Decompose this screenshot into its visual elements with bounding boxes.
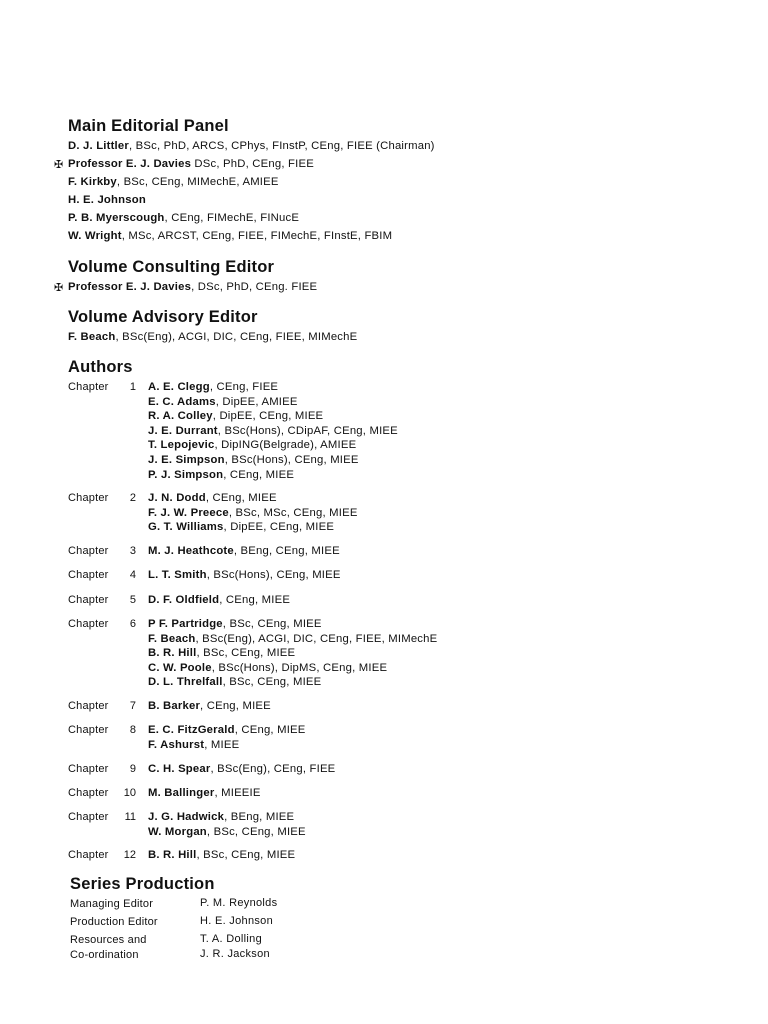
author-line	[148, 763, 335, 775]
production-role: Co-ordination	[70, 949, 139, 961]
editor-line	[68, 140, 435, 152]
person-name: B. Barker	[148, 700, 201, 712]
chapter-number: 4	[129, 569, 136, 581]
author-line	[148, 676, 321, 688]
series-production-heading: Series Production	[70, 875, 215, 893]
person-name: W. Morgan	[148, 826, 207, 838]
author-line	[148, 381, 278, 393]
person-name: J. E. Simpson	[148, 454, 225, 466]
production-person: J. R. Jackson	[200, 948, 270, 960]
cross-marker-icon: ✠	[54, 159, 64, 171]
qualifications: , BSc, CEng, MIEE	[196, 849, 296, 861]
chapter-number: 9	[129, 763, 136, 775]
qualifications: , CEng, MIEE	[205, 492, 277, 504]
chapter-number: 2	[129, 492, 136, 504]
author-line	[148, 569, 341, 581]
volume-consulting-editor-heading: Volume Consulting Editor	[68, 258, 275, 276]
person-name: Professor E. J. Davies	[68, 158, 192, 170]
chapter-label: Chapter	[68, 545, 109, 557]
qualifications: , BEng, CEng, MIEE	[233, 545, 340, 557]
production-role: Production Editor	[70, 916, 158, 928]
chapter-label: Chapter	[68, 787, 109, 799]
chapter-number: 8	[129, 724, 136, 736]
qualifications: , BSc(Eng), CEng, FIEE	[210, 763, 336, 775]
person-name: Professor E. J. Davies	[68, 281, 192, 293]
chapter-label: Chapter	[68, 492, 109, 504]
person-name: L. T. Smith	[148, 569, 207, 581]
editor-line	[68, 176, 279, 188]
qualifications: , BSc, CEng, MIEE	[206, 826, 306, 838]
chapter-number: 1	[129, 381, 136, 393]
author-line	[148, 811, 294, 823]
chapter-label: Chapter	[68, 594, 109, 606]
qualifications: , BSc(Hons), DipMS, CEng, MIEE	[211, 662, 388, 674]
editor-line	[68, 230, 392, 242]
qualifications: , BSc, CEng, MIEE	[222, 618, 322, 630]
editor-line	[68, 212, 299, 224]
qualifications: , BSc(Eng), ACGI, DIC, CEng, FIEE, MIMechE	[195, 633, 438, 645]
production-role: Managing Editor	[70, 898, 154, 910]
person-name: R. A. Colley	[148, 410, 213, 422]
person-name: J. N. Dodd	[148, 492, 206, 504]
person-name: F. Ashurst	[148, 739, 205, 751]
person-name: B. R. Hill	[148, 849, 197, 861]
cross-marker-icon: ✠	[54, 282, 64, 294]
chapter-number: 10	[123, 787, 136, 799]
qualifications: , MIEE	[204, 739, 240, 751]
person-name: D. F. Oldfield	[148, 594, 220, 606]
person-name: T. Lepojevic	[148, 439, 215, 451]
editor-line	[68, 281, 317, 293]
person-name: D. L. Threlfall	[148, 676, 223, 688]
person-name: B. R. Hill	[148, 647, 197, 659]
author-line	[148, 507, 358, 519]
author-line	[148, 662, 387, 674]
qualifications: , CEng, MIEE	[200, 700, 271, 712]
person-name: P. B. Myerscough	[68, 212, 165, 224]
editor-line	[68, 194, 146, 206]
qualifications: , BSc, CEng, MIEE	[196, 647, 296, 659]
author-line	[148, 633, 437, 645]
qualifications: , DipEE, CEng, MIEE	[212, 410, 324, 422]
chapter-label: Chapter	[68, 724, 109, 736]
person-name: C. H. Spear	[148, 763, 211, 775]
person-name: J. G. Hadwick	[148, 811, 225, 823]
qualifications: , CEng, FIEE	[209, 381, 279, 393]
qualifications: , BSc(Hons), CEng, MIEE	[224, 454, 359, 466]
person-name: F. J. W. Preece	[148, 507, 229, 519]
person-name: F. Beach	[148, 633, 196, 645]
person-name: F. Kirkby	[68, 176, 117, 188]
author-line	[148, 396, 298, 408]
author-line	[148, 700, 271, 712]
person-name: H. E. Johnson	[68, 194, 146, 206]
qualifications: DSc, PhD, CEng, FIEE	[191, 158, 314, 170]
qualifications: , CEng, MIEE	[234, 724, 306, 736]
qualifications: , DipEE, CEng, MIEE	[223, 521, 335, 533]
person-name: E. C. Adams	[148, 396, 216, 408]
person-name: M. J. Heathcote	[148, 545, 234, 557]
author-line	[148, 410, 323, 422]
person-name: D. J. Littler	[68, 140, 129, 152]
author-line	[148, 454, 359, 466]
qualifications: , MSc, ARCST, CEng, FIEE, FIMechE, FInstE, FBIM	[121, 230, 393, 242]
main-editorial-panel-heading: Main Editorial Panel	[68, 117, 229, 135]
chapter-number: 11	[124, 811, 136, 823]
chapter-number: 12	[123, 849, 136, 861]
chapter-label: Chapter	[68, 811, 109, 823]
qualifications: , CEng, MIEE	[219, 594, 291, 606]
author-line	[148, 439, 356, 451]
person-name: M. Ballinger	[148, 787, 215, 799]
author-line	[148, 545, 340, 557]
person-name: E. C. FitzGerald	[148, 724, 235, 736]
qualifications: , BSc, PhD, ARCS, CPhys, FInstP, CEng, FIEE (Chairman)	[128, 140, 435, 152]
author-line	[148, 849, 295, 861]
qualifications: , DipING(Belgrade), AMIEE	[214, 439, 357, 451]
production-person: T. A. Dolling	[200, 933, 262, 945]
author-line	[148, 492, 277, 504]
qualifications: , BSc(Eng), ACGI, DIC, CEng, FIEE, MIMechE	[115, 331, 358, 343]
person-name: J. E. Durrant	[148, 425, 218, 437]
qualifications: , DSc, PhD, CEng. FIEE	[191, 281, 318, 293]
person-name: C. W. Poole	[148, 662, 212, 674]
production-person: P. M. Reynolds	[200, 897, 278, 909]
person-name: G. T. Williams	[148, 521, 224, 533]
author-line	[148, 469, 294, 481]
chapter-label: Chapter	[68, 700, 109, 712]
authors-heading: Authors	[68, 358, 133, 376]
author-line	[148, 826, 306, 838]
chapter-number: 5	[129, 594, 136, 606]
editor-line	[68, 331, 357, 343]
qualifications: , MIEEIE	[214, 787, 261, 799]
person-name: W. Wright	[68, 230, 122, 242]
chapter-label: Chapter	[68, 618, 109, 630]
qualifications: , DipEE, AMIEE	[215, 396, 298, 408]
person-name: A. E. Clegg	[148, 381, 210, 393]
chapter-label: Chapter	[68, 381, 109, 393]
chapter-label: Chapter	[68, 763, 109, 775]
production-role: Resources and	[70, 934, 147, 946]
qualifications: , CEng, MIEE	[223, 469, 295, 481]
qualifications: , BEng, MIEE	[224, 811, 295, 823]
editor-line	[68, 158, 314, 170]
author-line	[148, 724, 306, 736]
qualifications: , BSc, MSc, CEng, MIEE	[228, 507, 358, 519]
volume-advisory-editor-heading: Volume Advisory Editor	[68, 308, 258, 326]
person-name: P. J. Simpson	[148, 469, 224, 481]
author-line	[148, 647, 295, 659]
person-name: F. Beach	[68, 331, 116, 343]
author-line	[148, 425, 398, 437]
author-line	[148, 739, 239, 751]
qualifications: , BSc(Hons), CDipAF, CEng, MIEE	[217, 425, 398, 437]
qualifications: , BSc(Hons), CEng, MIEE	[206, 569, 341, 581]
chapter-number: 7	[129, 700, 136, 712]
qualifications: , BSc, CEng, MIEE	[222, 676, 322, 688]
chapter-number: 3	[129, 545, 136, 557]
production-person: H. E. Johnson	[200, 915, 273, 927]
author-line	[148, 787, 261, 799]
chapter-number: 6	[129, 618, 136, 630]
qualifications: , BSc, CEng, MIMechE, AMIEE	[116, 176, 279, 188]
author-line	[148, 594, 290, 606]
person-name: P F. Partridge	[148, 618, 223, 630]
chapter-label: Chapter	[68, 849, 109, 861]
qualifications: , CEng, FIMechE, FINucE	[164, 212, 300, 224]
author-line	[148, 521, 334, 533]
author-line	[148, 618, 322, 630]
chapter-label: Chapter	[68, 569, 109, 581]
